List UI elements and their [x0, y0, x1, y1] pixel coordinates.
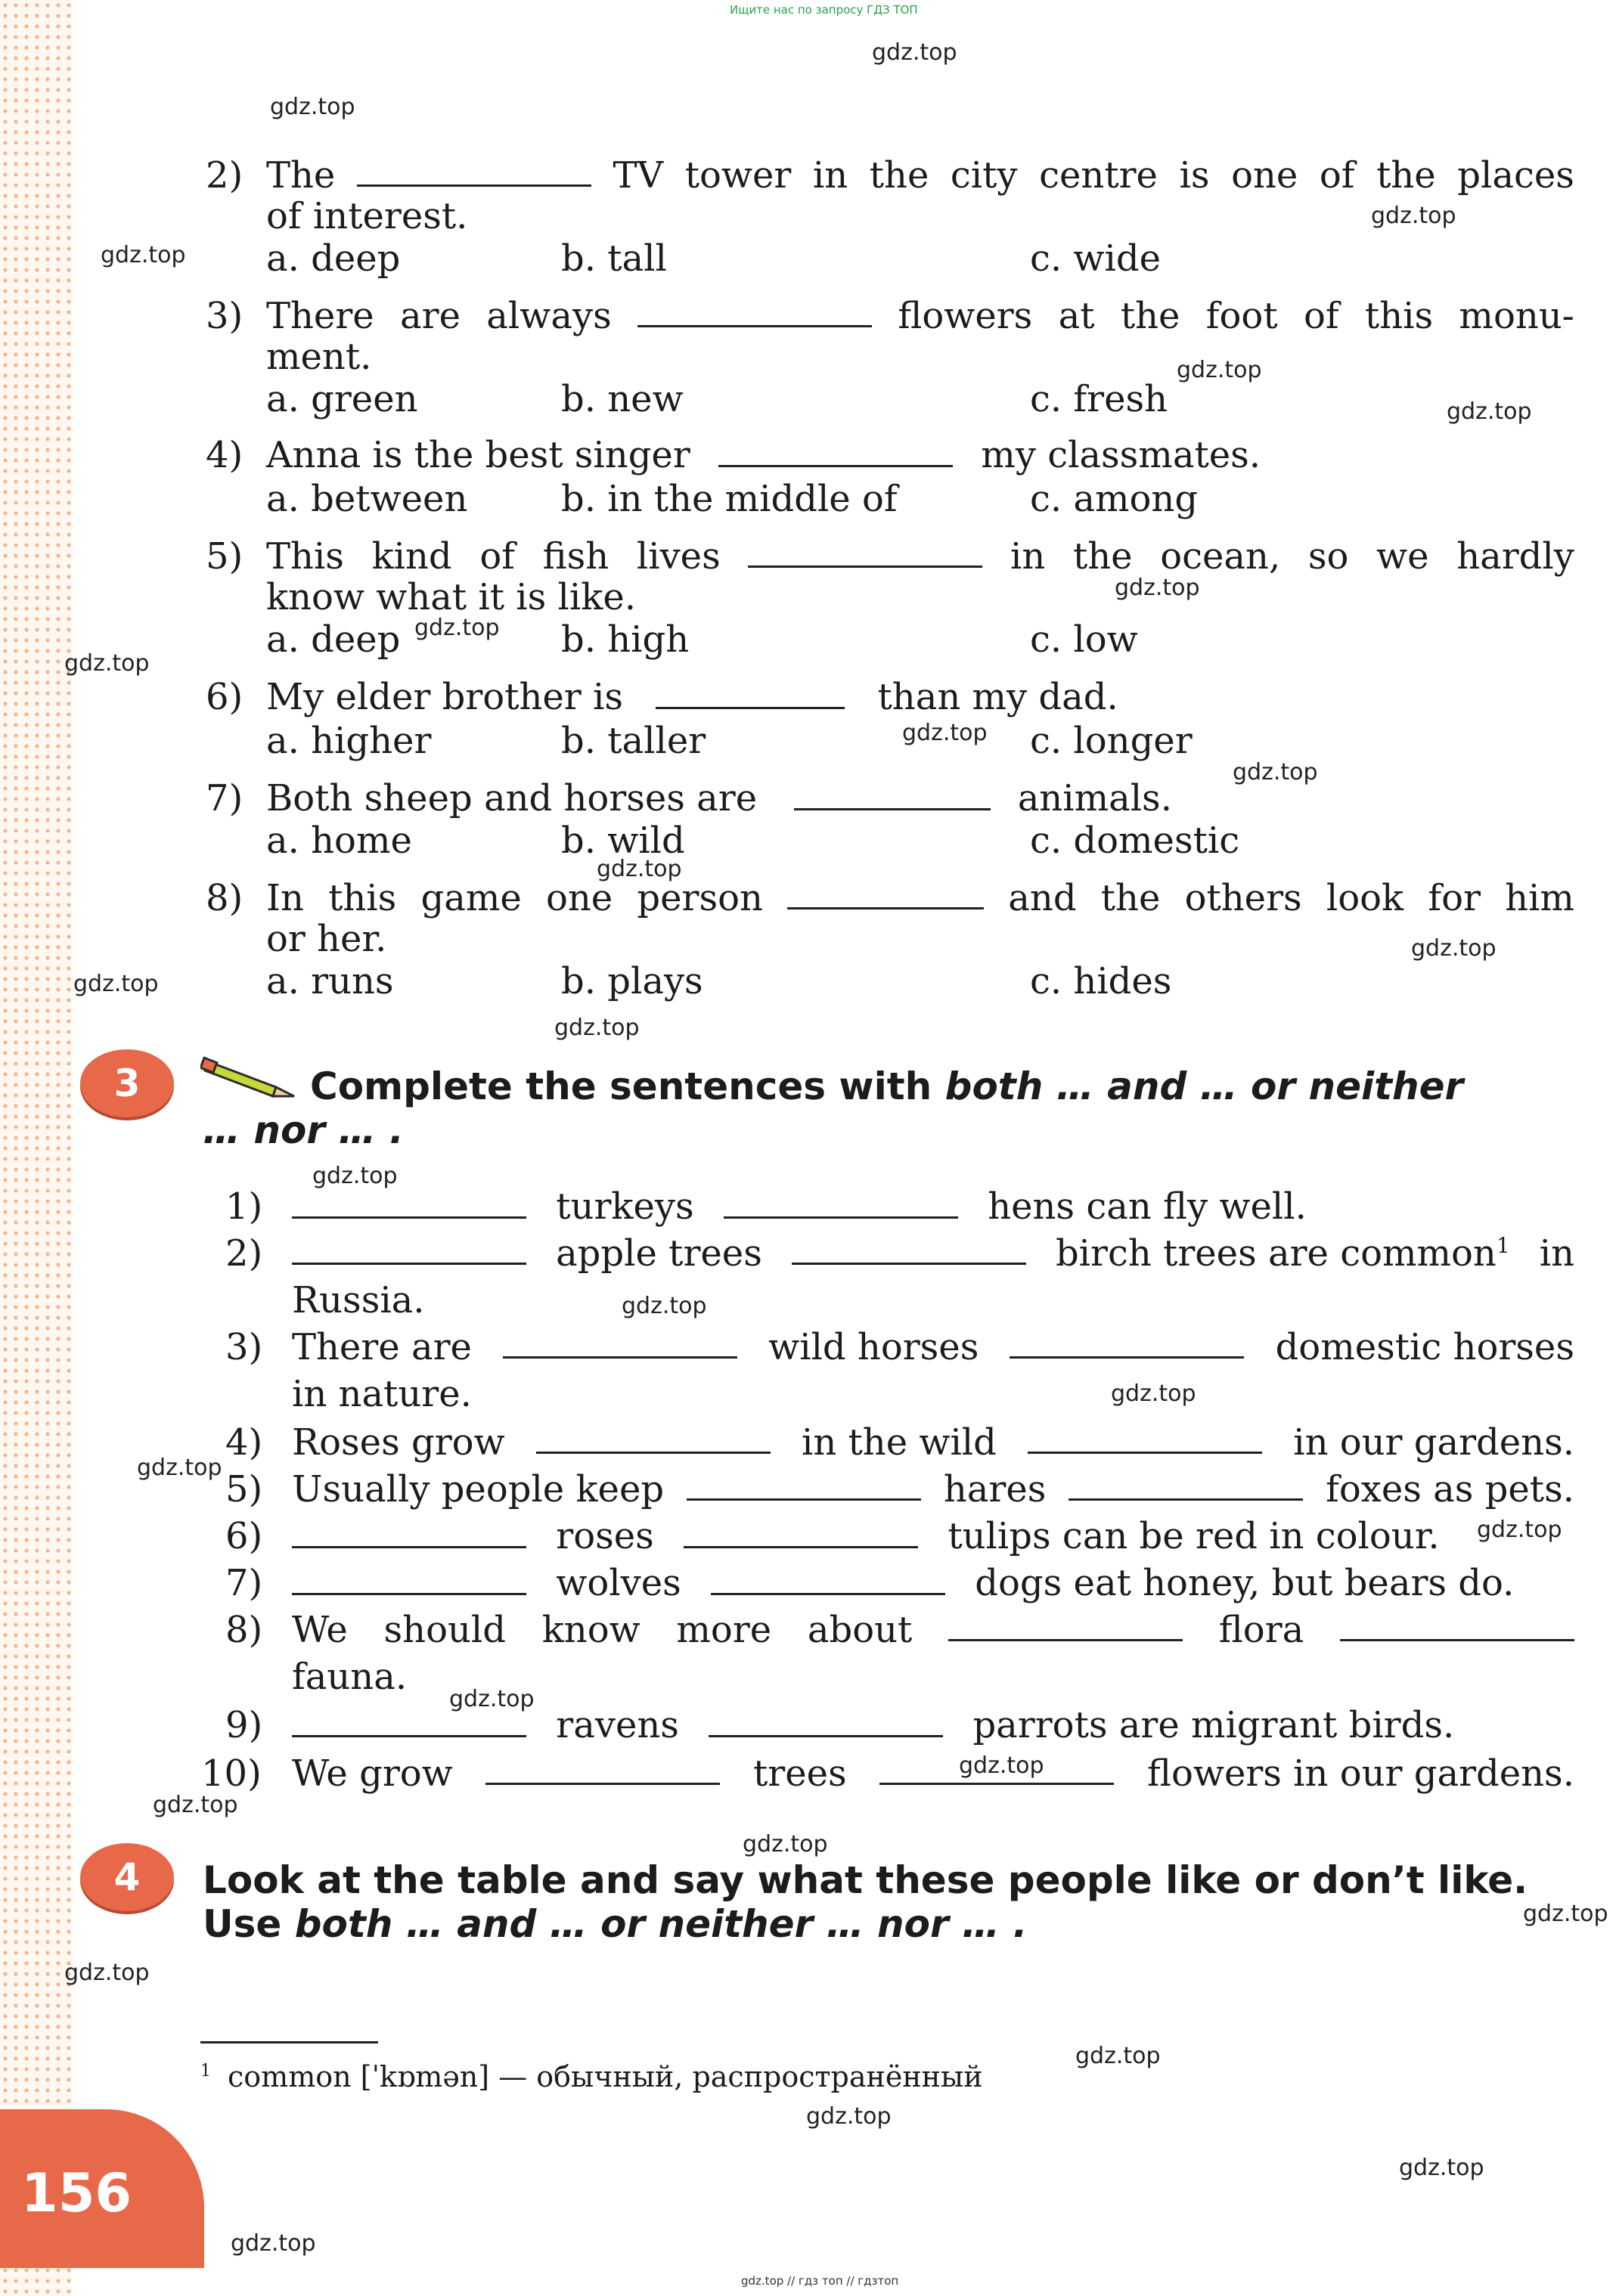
answer-options [266, 237, 1552, 280]
answer-blank[interactable] [948, 1612, 1183, 1641]
sentence-number: 1) [225, 1185, 263, 1228]
answer-blank[interactable] [709, 1708, 943, 1737]
answer-blank[interactable] [687, 1471, 921, 1501]
option-a[interactable]: a. runs [266, 960, 394, 1002]
watermark: gdz.top [806, 2103, 892, 2130]
answer-blank[interactable] [724, 1189, 958, 1219]
option-c[interactable]: c. wide [1030, 237, 1161, 280]
watermark: gdz.top [64, 650, 150, 677]
question-number: 8) [206, 877, 243, 919]
option-b[interactable]: b. plays [561, 960, 703, 1002]
watermark: gdz.top [1447, 398, 1532, 425]
answer-blank[interactable] [292, 1235, 526, 1265]
watermark: gdz.top [554, 1015, 640, 1041]
question-number: 5) [206, 535, 243, 578]
answer-blank[interactable] [357, 157, 591, 187]
answer-blank[interactable] [794, 781, 991, 810]
sentence-number: 5) [225, 1468, 263, 1511]
answer-blank[interactable] [536, 1424, 771, 1454]
answer-blank[interactable] [292, 1189, 526, 1219]
question-2-line: The TV tower in the city centre is one of the places [266, 154, 1574, 197]
answer-options [266, 618, 1552, 661]
watermark: gdz.top [270, 94, 355, 120]
page-number-tab [0, 2109, 204, 2268]
footer-link[interactable]: gdz.top // гдз топ // гдзтоп [741, 2274, 899, 2288]
answer-blank[interactable] [748, 538, 982, 568]
option-c[interactable]: c. domestic [1030, 820, 1240, 862]
watermark: gdz.top [137, 1455, 222, 1481]
sentence-continuation: Russia. [292, 1279, 425, 1322]
answer-blank[interactable] [1010, 1329, 1244, 1359]
option-a[interactable]: a. deep [266, 237, 401, 280]
answer-options [266, 960, 1552, 1002]
sentence-number: 7) [225, 1562, 263, 1604]
question-continuation: know what it is like. [266, 576, 636, 618]
watermark: gdz.top [1411, 935, 1497, 962]
watermark: gdz.top [1477, 1517, 1562, 1543]
option-b[interactable]: b. new [561, 378, 684, 420]
answer-blank[interactable] [292, 1519, 526, 1548]
sentence-6: roses tulips can be red in colour. [292, 1518, 1440, 1554]
question-4-line: Anna is the best singer my classmates. [266, 434, 1261, 476]
answer-options [266, 378, 1552, 420]
exercise-3-instruction: Complete the sentences with both … and … or neither [310, 1064, 1464, 1108]
sentence-3: There are wild horses domestic horses [292, 1326, 1574, 1368]
sentence-continuation: fauna. [292, 1656, 408, 1698]
option-b[interactable]: b. high [561, 618, 690, 661]
decorative-dot-band [0, 0, 72, 2296]
footnote-ref[interactable]: 1 [1496, 1233, 1510, 1258]
watermark: gdz.top [959, 1752, 1044, 1779]
option-a[interactable]: a. higher [266, 720, 432, 762]
exercise-4-badge: 4 [80, 1843, 174, 1911]
sentence-5: Usually people keep hares foxes as pets. [292, 1468, 1574, 1511]
sentence-1: turkeys hens can fly well. [292, 1188, 1307, 1225]
watermark: gdz.top [414, 615, 500, 641]
option-a[interactable]: a. green [266, 378, 418, 420]
option-b[interactable]: b. tall [561, 237, 667, 280]
sentence-number: 3) [225, 1326, 263, 1368]
header-search-link[interactable]: Ищите нас по запросу ГДЗ ТОП [730, 3, 918, 17]
sentence-2: apple trees birch trees are common$^1$ in [292, 1235, 1574, 1272]
exercise-4-instruction-cont: Use both … and … or neither … nor … . [203, 1902, 1028, 1946]
answer-blank[interactable] [787, 880, 984, 909]
answer-blank[interactable] [637, 298, 872, 327]
sentence-9: ravens parrots are migrant birds. [292, 1707, 1454, 1743]
answer-blank[interactable] [879, 1755, 1114, 1785]
watermark: gdz.top [64, 1960, 150, 1986]
option-c[interactable]: c. among [1030, 478, 1199, 520]
option-c[interactable]: c. low [1030, 618, 1138, 661]
sentence-number: 8) [225, 1609, 263, 1651]
sentence-8: We should know more about flora [292, 1612, 1574, 1648]
question-number: 6) [206, 676, 243, 718]
question-continuation: of interest. [266, 195, 468, 237]
question-5-line: This kind of fish lives in the ocean, so we hardly [266, 535, 1574, 578]
answer-blank[interactable] [503, 1329, 737, 1359]
option-a[interactable]: a. between [266, 478, 468, 520]
sentence-number: 9) [225, 1704, 263, 1746]
option-b[interactable]: b. in the middle of [561, 478, 898, 520]
watermark: gdz.top [902, 720, 988, 746]
footnote: $^1$ common [ˈkɒmən] — обычный, распространённый [200, 2060, 983, 2093]
watermark: gdz.top [597, 856, 682, 882]
pencil-icon [200, 1055, 299, 1101]
watermark: gdz.top [1233, 759, 1318, 785]
option-c[interactable]: c. longer [1030, 720, 1193, 762]
answer-options [266, 478, 1552, 520]
answer-blank[interactable] [1028, 1424, 1262, 1454]
sentence-7: wolves dogs eat honey, but bears do. [292, 1565, 1514, 1601]
watermark: gdz.top [101, 242, 186, 268]
option-b[interactable]: b. taller [561, 720, 706, 762]
answer-blank[interactable] [656, 680, 845, 709]
watermark: gdz.top [1523, 1901, 1608, 1927]
question-8-line: In this game one person and the others look for him [266, 877, 1574, 919]
watermark: gdz.top [1371, 203, 1456, 229]
sentence-number: 6) [225, 1515, 263, 1557]
answer-options [266, 820, 1552, 862]
watermark: gdz.top [872, 39, 957, 66]
question-number: 7) [206, 777, 243, 820]
sentence-4: Roses grow in the wild in our gardens. [292, 1421, 1574, 1464]
watermark: gdz.top [1177, 357, 1262, 383]
answer-blank[interactable] [792, 1235, 1026, 1265]
question-6-line: My elder brother is than my dad. [266, 676, 1118, 718]
answer-blank[interactable] [684, 1519, 918, 1548]
exercise-4-instruction: Look at the table and say what these people like or don’t like. [203, 1858, 1528, 1902]
answer-blank[interactable] [1340, 1612, 1574, 1641]
answer-blank[interactable] [292, 1708, 526, 1737]
exercise-3-badge: 3 [80, 1049, 174, 1117]
option-c[interactable]: c. hides [1030, 960, 1172, 1002]
sentence-number: 10) [201, 1752, 262, 1795]
sentence-continuation: in nature. [292, 1373, 472, 1415]
answer-blank[interactable] [718, 438, 953, 467]
footnote-divider [200, 2041, 378, 2043]
watermark: gdz.top [622, 1293, 707, 1319]
question-number: 2) [206, 154, 243, 197]
watermark: gdz.top [449, 1686, 535, 1712]
question-continuation: or her. [266, 918, 387, 960]
question-continuation: ment. [266, 336, 372, 378]
sentence-10: We grow trees flowers in our gardens. [292, 1752, 1574, 1795]
watermark: gdz.top [312, 1163, 398, 1189]
question-number: 4) [206, 434, 243, 476]
answer-options [266, 720, 1552, 762]
answer-blank[interactable] [292, 1566, 526, 1595]
page-number: 156 [21, 2162, 132, 2224]
question-number: 3) [206, 295, 243, 337]
option-a[interactable]: a. home [266, 820, 412, 862]
sentence-number: 4) [225, 1421, 263, 1464]
option-a[interactable]: a. deep [266, 618, 401, 661]
question-7-line: Both sheep and horses are animals. [266, 777, 1172, 820]
watermark: gdz.top [743, 1831, 828, 1858]
watermark: gdz.top [1075, 2043, 1161, 2069]
watermark: gdz.top [153, 1792, 238, 1818]
watermark: gdz.top [231, 2230, 316, 2257]
answer-blank[interactable] [1069, 1471, 1303, 1501]
watermark: gdz.top [1399, 2155, 1484, 2181]
sentence-number: 2) [225, 1232, 263, 1275]
option-b[interactable]: b. wild [561, 820, 685, 862]
exercise-3-instruction-cont: … nor … . [203, 1108, 404, 1152]
watermark: gdz.top [1115, 575, 1200, 601]
watermark: gdz.top [73, 971, 159, 997]
answer-blank[interactable] [711, 1566, 945, 1595]
question-3-line: There are always flowers at the foot of this monu- [266, 295, 1574, 337]
watermark: gdz.top [1111, 1380, 1196, 1407]
option-c[interactable]: c. fresh [1030, 378, 1168, 420]
answer-blank[interactable] [485, 1755, 720, 1785]
